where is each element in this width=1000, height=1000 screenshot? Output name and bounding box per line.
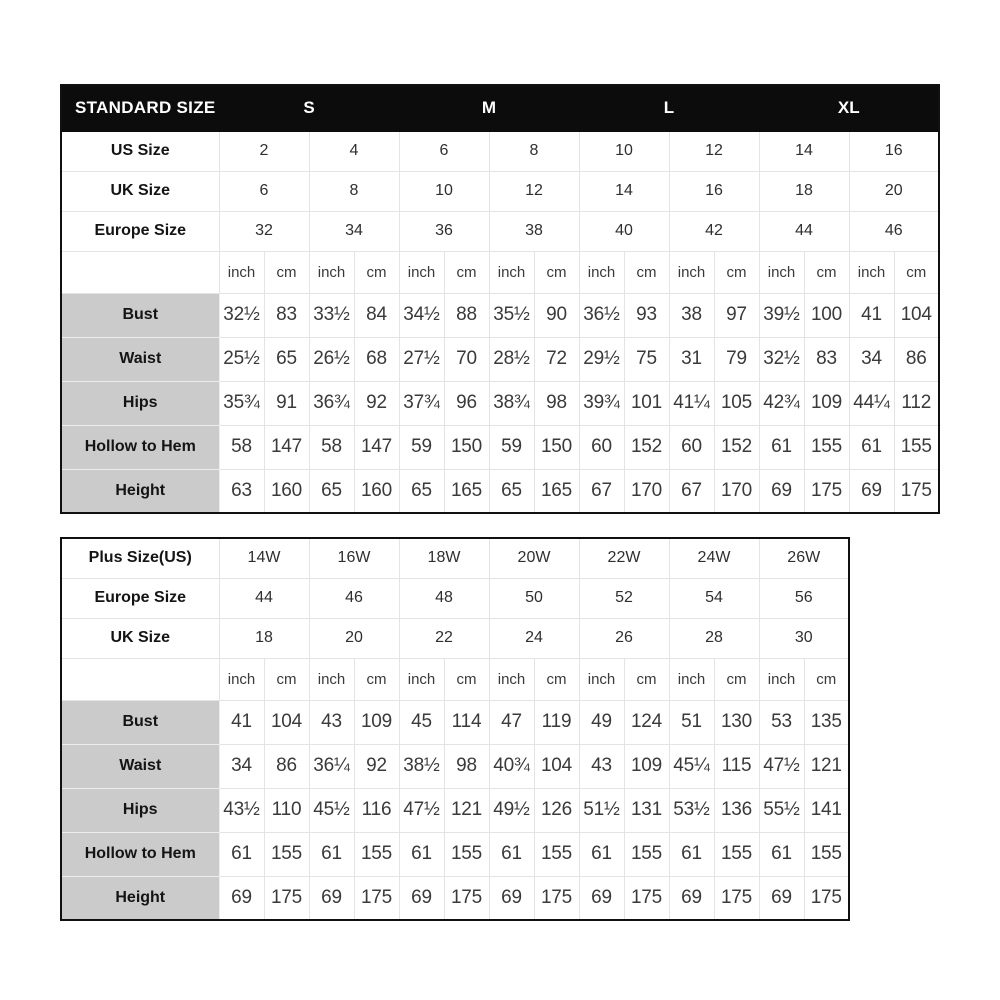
- size-value: 22: [399, 618, 489, 658]
- measure-value: 69: [759, 876, 804, 920]
- measure-value: 115: [714, 744, 759, 788]
- size-value: 44: [759, 211, 849, 251]
- measure-value: 175: [534, 876, 579, 920]
- measure-value: 59: [399, 425, 444, 469]
- measure-value: 34: [219, 744, 264, 788]
- measure-value: 44¼: [849, 381, 894, 425]
- measure-value: 97: [714, 293, 759, 337]
- measure-row-label: Hips: [61, 788, 219, 832]
- size-value: 40: [579, 211, 669, 251]
- measure-row: [61, 744, 849, 788]
- measure-value: 119: [534, 700, 579, 744]
- size-value: 4: [309, 131, 399, 171]
- size-value: 46: [849, 211, 939, 251]
- measure-value: 51: [669, 700, 714, 744]
- standard-size-table-container: [60, 84, 940, 514]
- measure-value: 36¾: [309, 381, 354, 425]
- measure-value: 91: [264, 381, 309, 425]
- measure-value: 93: [624, 293, 669, 337]
- size-value: 20W: [489, 538, 579, 578]
- size-value: 24W: [669, 538, 759, 578]
- measure-value: 61: [309, 832, 354, 876]
- measure-value: 104: [534, 744, 579, 788]
- measure-value: 155: [894, 425, 939, 469]
- size-value: 12: [669, 131, 759, 171]
- measure-value: 61: [489, 832, 534, 876]
- size-value: 6: [399, 131, 489, 171]
- measure-value: 109: [804, 381, 849, 425]
- measure-value: 69: [489, 876, 534, 920]
- size-value: 26: [579, 618, 669, 658]
- row-label: Europe Size: [61, 578, 219, 618]
- measure-value: 51½: [579, 788, 624, 832]
- measure-value: 165: [534, 469, 579, 513]
- measure-value: 69: [759, 469, 804, 513]
- measure-value: 110: [264, 788, 309, 832]
- size-value: 36: [399, 211, 489, 251]
- measure-value: 79: [714, 337, 759, 381]
- measure-value: 28½: [489, 337, 534, 381]
- measure-value: 49: [579, 700, 624, 744]
- size-value: 18: [219, 618, 309, 658]
- measure-value: 92: [354, 744, 399, 788]
- measure-row-label: Waist: [61, 337, 219, 381]
- size-value: 16: [849, 131, 939, 171]
- measure-value: 42¾: [759, 381, 804, 425]
- unit-label: cm: [804, 658, 849, 700]
- measure-row: [61, 337, 939, 381]
- measure-value: 112: [894, 381, 939, 425]
- row-label: Plus Size(US): [61, 538, 219, 578]
- measure-value: 32½: [759, 337, 804, 381]
- measure-value: 104: [264, 700, 309, 744]
- size-value: 14W: [219, 538, 309, 578]
- measure-value: 124: [624, 700, 669, 744]
- measure-row-label: Height: [61, 876, 219, 920]
- size-value: 34: [309, 211, 399, 251]
- measure-value: 69: [219, 876, 264, 920]
- size-chart-sheet: [60, 84, 940, 921]
- size-row: [61, 578, 849, 618]
- measure-value: 90: [534, 293, 579, 337]
- unit-label: inch: [759, 251, 804, 293]
- measure-value: 43½: [219, 788, 264, 832]
- size-row: [61, 618, 849, 658]
- measure-value: 65: [489, 469, 534, 513]
- unit-label: cm: [264, 251, 309, 293]
- measure-value: 92: [354, 381, 399, 425]
- measure-value: 65: [264, 337, 309, 381]
- measure-value: 83: [804, 337, 849, 381]
- measure-value: 105: [714, 381, 759, 425]
- measure-value: 114: [444, 700, 489, 744]
- size-value: 56: [759, 578, 849, 618]
- measure-value: 34½: [399, 293, 444, 337]
- measure-row-label: Height: [61, 469, 219, 513]
- measure-value: 38¾: [489, 381, 534, 425]
- unit-label: inch: [669, 251, 714, 293]
- measure-value: 27½: [399, 337, 444, 381]
- measure-value: 36½: [579, 293, 624, 337]
- size-value: 54: [669, 578, 759, 618]
- measure-value: 55½: [759, 788, 804, 832]
- measure-row: [61, 469, 939, 513]
- measure-value: 135: [804, 700, 849, 744]
- measure-value: 155: [624, 832, 669, 876]
- measure-value: 70: [444, 337, 489, 381]
- measure-value: 45: [399, 700, 444, 744]
- size-value: 16: [669, 171, 759, 211]
- row-label: Europe Size: [61, 211, 219, 251]
- measure-value: 61: [399, 832, 444, 876]
- unit-header-row: [61, 251, 939, 293]
- measure-row: [61, 832, 849, 876]
- measure-value: 96: [444, 381, 489, 425]
- size-value: 20: [309, 618, 399, 658]
- size-value: 10: [399, 171, 489, 211]
- measure-row-label: Waist: [61, 744, 219, 788]
- plus-size-table: [60, 537, 850, 921]
- size-value: 8: [489, 131, 579, 171]
- unit-label: inch: [579, 251, 624, 293]
- measure-value: 75: [624, 337, 669, 381]
- standard-size-table: [60, 84, 940, 514]
- measure-value: 45½: [309, 788, 354, 832]
- size-value: 50: [489, 578, 579, 618]
- measure-row: [61, 425, 939, 469]
- measure-value: 32½: [219, 293, 264, 337]
- measure-value: 155: [264, 832, 309, 876]
- measure-value: 88: [444, 293, 489, 337]
- measure-row: [61, 381, 939, 425]
- measure-value: 100: [804, 293, 849, 337]
- unit-label: cm: [624, 251, 669, 293]
- measure-value: 83: [264, 293, 309, 337]
- measure-value: 40¾: [489, 744, 534, 788]
- measure-value: 35¾: [219, 381, 264, 425]
- size-value: 14: [579, 171, 669, 211]
- unit-label: cm: [264, 658, 309, 700]
- measure-row: [61, 876, 849, 920]
- measure-value: 47½: [399, 788, 444, 832]
- measure-value: 41¼: [669, 381, 714, 425]
- measure-value: 69: [579, 876, 624, 920]
- unit-label: cm: [534, 658, 579, 700]
- unit-label: inch: [309, 251, 354, 293]
- measure-row-label: Hollow to Hem: [61, 832, 219, 876]
- measure-value: 101: [624, 381, 669, 425]
- unit-label: cm: [534, 251, 579, 293]
- size-value: 24: [489, 618, 579, 658]
- unit-label: inch: [219, 251, 264, 293]
- measure-value: 116: [354, 788, 399, 832]
- measure-value: 155: [804, 425, 849, 469]
- measure-value: 150: [534, 425, 579, 469]
- measure-value: 67: [669, 469, 714, 513]
- measure-value: 35½: [489, 293, 534, 337]
- measure-value: 53½: [669, 788, 714, 832]
- size-value: 18: [759, 171, 849, 211]
- measure-value: 69: [849, 469, 894, 513]
- measure-value: 68: [354, 337, 399, 381]
- measure-value: 175: [804, 876, 849, 920]
- measure-value: 175: [354, 876, 399, 920]
- measure-value: 86: [894, 337, 939, 381]
- empty-cell: [61, 251, 219, 293]
- unit-label: inch: [219, 658, 264, 700]
- unit-label: cm: [714, 251, 759, 293]
- measure-value: 130: [714, 700, 759, 744]
- measure-value: 155: [354, 832, 399, 876]
- measure-value: 98: [534, 381, 579, 425]
- measure-value: 65: [309, 469, 354, 513]
- size-value: 6: [219, 171, 309, 211]
- measure-value: 47: [489, 700, 534, 744]
- measure-value: 152: [624, 425, 669, 469]
- unit-label: inch: [849, 251, 894, 293]
- size-group-label: S: [219, 85, 399, 131]
- measure-value: 59: [489, 425, 534, 469]
- size-value: 16W: [309, 538, 399, 578]
- size-value: 48: [399, 578, 489, 618]
- measure-value: 155: [714, 832, 759, 876]
- unit-label: inch: [399, 658, 444, 700]
- measure-value: 69: [669, 876, 714, 920]
- row-label: UK Size: [61, 171, 219, 211]
- size-value: 22W: [579, 538, 669, 578]
- measure-value: 131: [624, 788, 669, 832]
- measure-row-label: Bust: [61, 293, 219, 337]
- measure-value: 155: [804, 832, 849, 876]
- measure-value: 38: [669, 293, 714, 337]
- measure-value: 175: [264, 876, 309, 920]
- measure-value: 65: [399, 469, 444, 513]
- unit-label: cm: [624, 658, 669, 700]
- size-value: 46: [309, 578, 399, 618]
- size-row: [61, 538, 849, 578]
- measure-value: 69: [309, 876, 354, 920]
- size-group-label: M: [399, 85, 579, 131]
- measure-value: 175: [624, 876, 669, 920]
- table-header-row: [61, 85, 939, 131]
- measure-value: 41: [849, 293, 894, 337]
- measure-value: 43: [579, 744, 624, 788]
- size-value: 20: [849, 171, 939, 211]
- measure-value: 39½: [759, 293, 804, 337]
- unit-label: cm: [444, 251, 489, 293]
- unit-label: cm: [444, 658, 489, 700]
- measure-value: 160: [354, 469, 399, 513]
- unit-label: cm: [354, 251, 399, 293]
- measure-value: 175: [714, 876, 759, 920]
- measure-value: 58: [309, 425, 354, 469]
- measure-value: 104: [894, 293, 939, 337]
- size-value: 38: [489, 211, 579, 251]
- measure-value: 41: [219, 700, 264, 744]
- unit-label: inch: [669, 658, 714, 700]
- size-value: 30: [759, 618, 849, 658]
- size-row: [61, 171, 939, 211]
- row-label: UK Size: [61, 618, 219, 658]
- size-value: 42: [669, 211, 759, 251]
- measure-value: 136: [714, 788, 759, 832]
- measure-value: 25½: [219, 337, 264, 381]
- unit-label: cm: [804, 251, 849, 293]
- unit-label: inch: [309, 658, 354, 700]
- measure-value: 150: [444, 425, 489, 469]
- measure-value: 31: [669, 337, 714, 381]
- size-group-label: XL: [759, 85, 939, 131]
- size-value: 52: [579, 578, 669, 618]
- measure-value: 38½: [399, 744, 444, 788]
- size-value: 28: [669, 618, 759, 658]
- measure-row: [61, 788, 849, 832]
- measure-value: 43: [309, 700, 354, 744]
- size-value: 12: [489, 171, 579, 211]
- measure-value: 121: [444, 788, 489, 832]
- measure-value: 61: [669, 832, 714, 876]
- measure-value: 155: [444, 832, 489, 876]
- unit-header-row: [61, 658, 849, 700]
- measure-row: [61, 700, 849, 744]
- measure-value: 170: [714, 469, 759, 513]
- measure-value: 147: [264, 425, 309, 469]
- measure-value: 165: [444, 469, 489, 513]
- measure-value: 34: [849, 337, 894, 381]
- measure-value: 72: [534, 337, 579, 381]
- measure-value: 126: [534, 788, 579, 832]
- measure-value: 26½: [309, 337, 354, 381]
- measure-value: 147: [354, 425, 399, 469]
- size-value: 44: [219, 578, 309, 618]
- measure-value: 121: [804, 744, 849, 788]
- measure-value: 175: [444, 876, 489, 920]
- empty-cell: [61, 658, 219, 700]
- unit-label: cm: [894, 251, 939, 293]
- measure-row: [61, 293, 939, 337]
- unit-label: inch: [759, 658, 804, 700]
- measure-value: 170: [624, 469, 669, 513]
- measure-value: 39¾: [579, 381, 624, 425]
- measure-value: 61: [579, 832, 624, 876]
- measure-value: 109: [624, 744, 669, 788]
- measure-value: 175: [894, 469, 939, 513]
- unit-label: cm: [354, 658, 399, 700]
- measure-value: 63: [219, 469, 264, 513]
- size-value: 32: [219, 211, 309, 251]
- measure-value: 37¾: [399, 381, 444, 425]
- size-value: 14: [759, 131, 849, 171]
- measure-value: 141: [804, 788, 849, 832]
- unit-label: inch: [399, 251, 444, 293]
- measure-value: 45¼: [669, 744, 714, 788]
- row-label: US Size: [61, 131, 219, 171]
- size-value: 26W: [759, 538, 849, 578]
- measure-value: 175: [804, 469, 849, 513]
- unit-label: inch: [579, 658, 624, 700]
- measure-value: 60: [669, 425, 714, 469]
- unit-label: cm: [714, 658, 759, 700]
- measure-value: 98: [444, 744, 489, 788]
- measure-value: 47½: [759, 744, 804, 788]
- size-value: 10: [579, 131, 669, 171]
- measure-value: 155: [534, 832, 579, 876]
- measure-value: 86: [264, 744, 309, 788]
- measure-row-label: Hollow to Hem: [61, 425, 219, 469]
- measure-value: 60: [579, 425, 624, 469]
- measure-value: 61: [759, 425, 804, 469]
- measure-value: 36¼: [309, 744, 354, 788]
- measure-value: 84: [354, 293, 399, 337]
- measure-value: 109: [354, 700, 399, 744]
- measure-value: 29½: [579, 337, 624, 381]
- measure-value: 152: [714, 425, 759, 469]
- measure-row-label: Hips: [61, 381, 219, 425]
- measure-value: 33½: [309, 293, 354, 337]
- table-title: STANDARD SIZE: [61, 85, 219, 131]
- measure-value: 61: [759, 832, 804, 876]
- measure-value: 58: [219, 425, 264, 469]
- size-row: [61, 211, 939, 251]
- size-value: 18W: [399, 538, 489, 578]
- measure-value: 49½: [489, 788, 534, 832]
- measure-value: 61: [849, 425, 894, 469]
- size-value: 8: [309, 171, 399, 211]
- measure-value: 69: [399, 876, 444, 920]
- measure-value: 53: [759, 700, 804, 744]
- measure-value: 160: [264, 469, 309, 513]
- measure-value: 67: [579, 469, 624, 513]
- size-group-label: L: [579, 85, 759, 131]
- measure-value: 61: [219, 832, 264, 876]
- plus-size-table-container: [60, 537, 940, 921]
- size-value: 2: [219, 131, 309, 171]
- measure-row-label: Bust: [61, 700, 219, 744]
- size-row: [61, 131, 939, 171]
- unit-label: inch: [489, 658, 534, 700]
- unit-label: inch: [489, 251, 534, 293]
